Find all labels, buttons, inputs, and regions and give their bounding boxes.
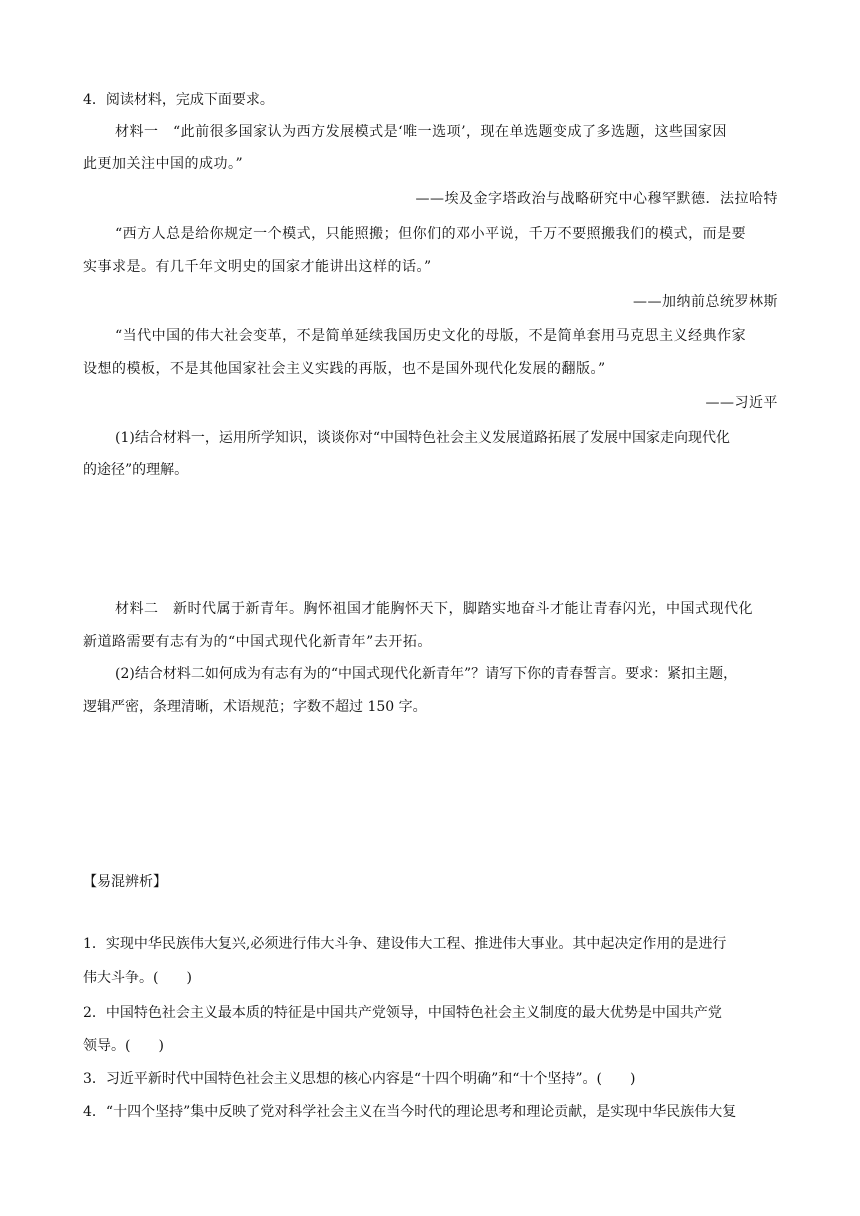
material-1-quote-2-line-1: “西方人总是给你规定一个模式，只能照搬；但你们的邓小平说，千万不要照搬我们的模式，而是要: [115, 226, 747, 242]
material-1-source-2: ——加纳前总统罗林斯: [633, 294, 778, 310]
material-1-quote-2-line-2: 实事求是。有几千年文明史的国家才能讲出这样的话。”: [83, 259, 432, 275]
statement-1-line-1: 1．实现中华民族伟大复兴,必须进行伟大斗争、建设伟大工程、推进伟大事业。其中起决定作用的是进行: [83, 936, 727, 952]
statement-3-line-1: [83, 1069, 635, 1089]
material-1-quote-3-line-2: 设想的模板，不是其他国家社会主义实践的再版，也不是国外现代化发展的翻版。”: [83, 361, 606, 377]
statement-3-text: 3．习近平新时代中国特色社会主义思想的核心内容是“十四个明确”和“十个坚持”。(: [83, 1071, 602, 1087]
sub-question-1-line-2: 的途径”的理解。: [83, 462, 189, 478]
material-1-line-1: 材料一 “此前很多国家认为西方发展模式是‘唯一选项’，现在单选题变成了多选题，这些国家因: [115, 124, 728, 140]
statement-1-line-2: [83, 968, 192, 988]
statement-2-close: ): [158, 1038, 164, 1054]
section-heading: 【易混辨析】: [83, 874, 167, 890]
statement-2-line-1: 2．中国特色社会主义最本质的特征是中国共产党领导，中国特色社会主义制度的最大优势是中国共产党: [83, 1005, 722, 1021]
material-2-line-1: 材料二 新时代属于新青年。胸怀祖国才能胸怀天下，脚踏实地奋斗才能让青春闪光，中国式现代化: [115, 601, 753, 617]
sub-question-2-line-2: 逻辑严密，条理清晰，术语规范；字数不超过 150 字。: [83, 699, 427, 715]
statement-3-close: ): [630, 1071, 636, 1087]
statement-1-close: ): [186, 970, 192, 986]
statement-2-text: 领导。(: [83, 1038, 131, 1054]
statement-1-text: 伟大斗争。(: [83, 970, 159, 986]
statement-4-line-1: 4．“十四个坚持”集中反映了党对科学社会主义在当今时代的理论思考和理论贡献，是实现中华民族伟大复: [83, 1104, 737, 1120]
sub-question-2-line-1: (2)结合材料二如何成为有志有为的“中国式现代化新青年”？请写下你的青春誓言。要求：紧扣主题，: [115, 666, 738, 682]
material-1-quote-3-line-1: “当代中国的伟大社会变革，不是简单延续我国历史文化的母版，不是简单套用马克思主义经典作家: [115, 328, 747, 344]
material-1-line-2: 此更加关注中国的成功。”: [83, 156, 244, 172]
sub-question-1-line-1: (1)结合材料一，运用所学知识，谈谈你对“中国特色社会主义发展道路拓展了发展中国家走向现代化: [115, 430, 730, 446]
material-1-source-3: ——习近平: [705, 395, 778, 411]
question-title: 4．阅读材料，完成下面要求。: [83, 92, 274, 108]
material-1-source-1: ——埃及金字塔政治与战略研究中心穆罕默德．法拉哈特: [415, 191, 778, 207]
statement-2-line-2: [83, 1036, 164, 1056]
material-2-line-2: 新道路需要有志有为的“中国式现代化新青年”去开拓。: [83, 634, 432, 650]
